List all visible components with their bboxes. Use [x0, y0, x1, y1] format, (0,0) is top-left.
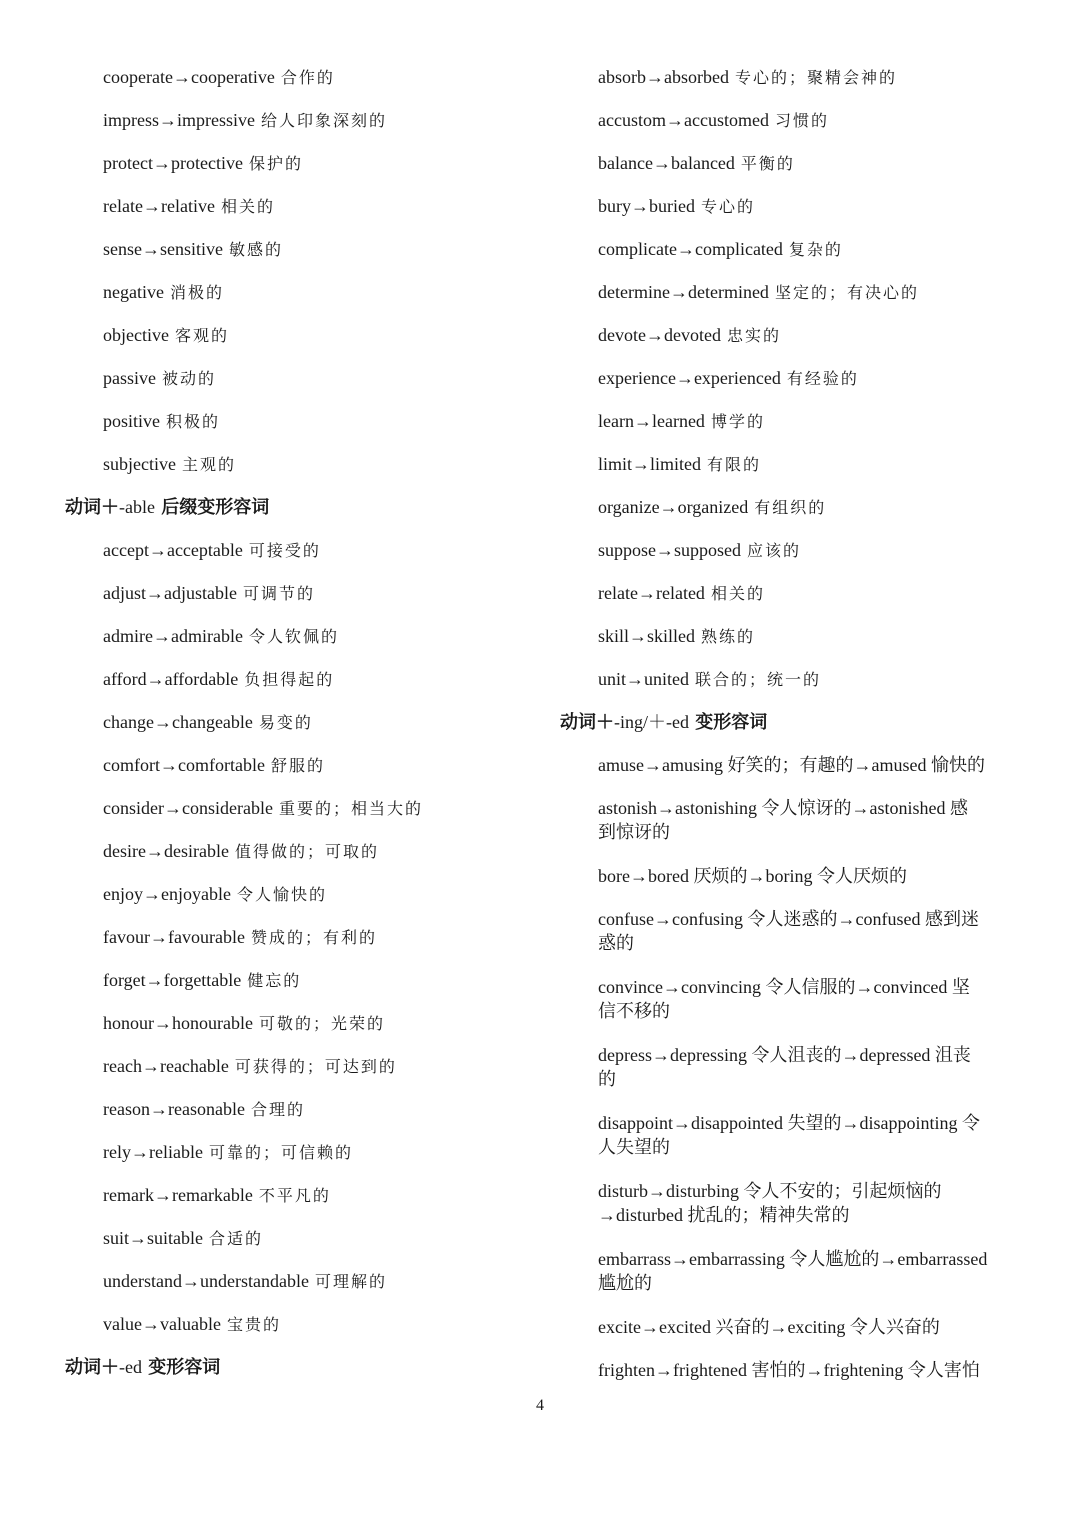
english-word: unit→united — [598, 669, 689, 689]
english-word: bury→buried — [598, 196, 695, 216]
entry-text: bore→bored 厌烦的→boring 令人厌烦的 — [598, 866, 907, 886]
english-word: understand→understandable — [103, 1271, 309, 1291]
english-word: suppose→supposed — [598, 540, 741, 560]
chinese-meaning: 宝贵的 — [226, 1315, 281, 1334]
entry-text-continued: 尴尬的 — [598, 1273, 652, 1293]
english-word: negative — [103, 282, 164, 302]
entry-text: disturb→disturbing 令人不安的；引起烦恼的 — [598, 1181, 942, 1201]
heading-text: 变形容词 — [141, 1357, 221, 1378]
chinese-meaning: 不平凡的 — [258, 1186, 331, 1205]
vocab-entry — [560, 142, 1030, 185]
entry-text-continued: 信不移的 — [598, 1001, 670, 1021]
vocab-entry — [65, 959, 535, 1002]
vocab-entry — [65, 572, 535, 615]
vocab-entry — [65, 787, 535, 830]
english-word: enjoy→enjoyable — [103, 884, 231, 904]
english-word: relate→related — [598, 583, 705, 603]
chinese-meaning: 有组织的 — [754, 498, 827, 517]
chinese-meaning: 可获得的；可达到的 — [234, 1057, 397, 1076]
entry-text: excite→excited 兴奋的→exciting 令人兴奋的 — [598, 1317, 940, 1337]
vocab-entry — [65, 873, 535, 916]
heading-prefix: 动词＋ — [560, 712, 614, 733]
english-word: reach→reachable — [103, 1056, 229, 1076]
vocab-entry — [560, 1034, 1030, 1102]
vocab-entry — [65, 99, 535, 142]
vocab-entry — [560, 1102, 1030, 1170]
vocab-entry — [560, 966, 1030, 1034]
chinese-meaning: 合适的 — [209, 1229, 264, 1248]
chinese-meaning: 有经验的 — [786, 369, 859, 388]
chinese-meaning: 应该的 — [747, 541, 802, 560]
heading-prefix: 动词＋ — [65, 1357, 119, 1378]
entry-text-continued: 人失望的 — [598, 1137, 670, 1157]
section-heading — [65, 486, 535, 529]
vocab-entry — [560, 1238, 1030, 1306]
english-word: reason→reasonable — [103, 1099, 245, 1119]
vocab-entry — [560, 572, 1030, 615]
vocab-entry — [560, 1170, 1030, 1238]
chinese-meaning: 习惯的 — [774, 111, 829, 130]
chinese-meaning: 赞成的；有利的 — [250, 928, 377, 947]
chinese-meaning: 博学的 — [710, 412, 765, 431]
chinese-meaning: 舒服的 — [270, 756, 325, 775]
english-word: suit→suitable — [103, 1228, 203, 1248]
english-word: sense→sensitive — [103, 239, 223, 259]
page-number: 4 — [536, 1397, 544, 1414]
chinese-meaning: 令人钦佩的 — [248, 627, 339, 646]
english-word: learn→learned — [598, 411, 705, 431]
english-word: accustom→accustomed — [598, 110, 769, 130]
english-word: adjust→adjustable — [103, 583, 237, 603]
chinese-meaning: 有限的 — [707, 455, 762, 474]
entry-text: frighten→frightened 害怕的→frightening 令人害怕 — [598, 1360, 980, 1380]
english-word: passive — [103, 368, 156, 388]
vocab-entry — [65, 615, 535, 658]
chinese-meaning: 被动的 — [162, 369, 217, 388]
vocab-entry — [65, 1217, 535, 1260]
vocab-entry — [65, 443, 535, 486]
left-column — [65, 56, 535, 1389]
english-word: honour→honourable — [103, 1013, 253, 1033]
chinese-meaning: 主观的 — [181, 455, 236, 474]
english-word: relate→relative — [103, 196, 215, 216]
vocab-entry — [65, 529, 535, 572]
entry-text: convince→convincing 令人信服的→convinced 坚 — [598, 977, 970, 997]
chinese-meaning: 坚定的；有决心的 — [774, 283, 919, 302]
entry-text: astonish→astonishing 令人惊讶的→astonished 感 — [598, 798, 968, 818]
vocab-entry — [65, 916, 535, 959]
heading-suffix: -able — [119, 497, 155, 517]
english-word: rely→reliable — [103, 1142, 203, 1162]
english-word: determine→determined — [598, 282, 769, 302]
vocab-entry — [560, 357, 1030, 400]
chinese-meaning: 忠实的 — [726, 326, 781, 345]
vocab-entry — [65, 142, 535, 185]
entry-text: depress→depressing 令人沮丧的→depressed 沮丧 — [598, 1045, 971, 1065]
english-word: objective — [103, 325, 169, 345]
vocab-entry — [560, 185, 1030, 228]
english-word: balance→balanced — [598, 153, 735, 173]
chinese-meaning: 可理解的 — [314, 1272, 387, 1291]
vocab-entry — [65, 1174, 535, 1217]
chinese-meaning: 消极的 — [169, 283, 224, 302]
chinese-meaning: 负担得起的 — [244, 670, 335, 689]
vocab-entry — [65, 1260, 535, 1303]
english-word: impress→impressive — [103, 110, 255, 130]
english-word: remark→remarkable — [103, 1185, 253, 1205]
english-word: desire→desirable — [103, 841, 229, 861]
chinese-meaning: 平衡的 — [740, 154, 795, 173]
entry-text-continued: →disturbed 扰乱的；精神失常的 — [598, 1205, 850, 1225]
vocab-entry — [560, 615, 1030, 658]
english-word: devote→devoted — [598, 325, 721, 345]
chinese-meaning: 客观的 — [174, 326, 229, 345]
chinese-meaning: 易变的 — [258, 713, 313, 732]
heading-prefix: 动词＋ — [65, 497, 119, 518]
english-word: absorb→absorbed — [598, 67, 729, 87]
heading-text: 后缀变形容词 — [154, 497, 270, 518]
vocab-entry — [65, 701, 535, 744]
chinese-meaning: 合作的 — [280, 68, 335, 87]
chinese-meaning: 令人愉快的 — [236, 885, 327, 904]
vocab-entry — [560, 1306, 1030, 1349]
english-word: positive — [103, 411, 160, 431]
vocab-entry — [560, 486, 1030, 529]
english-word: limit→limited — [598, 454, 701, 474]
vocab-entry — [560, 99, 1030, 142]
english-word: change→changeable — [103, 712, 253, 732]
vocab-entry — [560, 443, 1030, 486]
english-word: protect→protective — [103, 153, 243, 173]
section-heading — [560, 701, 1030, 744]
heading-suffix: -ing/＋-ed — [614, 712, 689, 732]
english-word: complicate→complicated — [598, 239, 783, 259]
vocab-entry — [560, 400, 1030, 443]
right-column — [560, 56, 1030, 1392]
english-word: afford→affordable — [103, 669, 239, 689]
chinese-meaning: 重要的；相当大的 — [278, 799, 423, 818]
chinese-meaning: 合理的 — [250, 1100, 305, 1119]
chinese-meaning: 积极的 — [166, 412, 221, 431]
chinese-meaning: 复杂的 — [788, 240, 843, 259]
vocab-entry — [560, 898, 1030, 966]
vocab-entry — [560, 787, 1030, 855]
entry-text: disappoint→disappointed 失望的→disappointing 令 — [598, 1113, 980, 1133]
vocab-entry — [65, 1131, 535, 1174]
english-word: accept→acceptable — [103, 540, 243, 560]
chinese-meaning: 可调节的 — [242, 584, 315, 603]
entry-text: confuse→confusing 令人迷惑的→confused 感到迷 — [598, 909, 979, 929]
vocab-entry — [560, 529, 1030, 572]
heading-text: 变形容词 — [688, 712, 768, 733]
vocab-entry — [65, 658, 535, 701]
entry-text-continued: 惑的 — [598, 933, 634, 953]
chinese-meaning: 保护的 — [248, 154, 303, 173]
english-word: favour→favourable — [103, 927, 245, 947]
heading-suffix: -ed — [119, 1357, 142, 1377]
vocab-entry — [65, 185, 535, 228]
entry-text: embarrass→embarrassing 令人尴尬的→embarrassed — [598, 1249, 988, 1269]
vocab-entry — [65, 314, 535, 357]
vocab-entry — [560, 744, 1030, 787]
vocab-entry — [65, 357, 535, 400]
chinese-meaning: 专心的；聚精会神的 — [734, 68, 897, 87]
english-word: experience→experienced — [598, 368, 781, 388]
chinese-meaning: 给人印象深刻的 — [260, 111, 387, 130]
vocab-entry — [65, 830, 535, 873]
english-word: organize→organized — [598, 497, 749, 517]
vocab-entry — [560, 271, 1030, 314]
english-word: forget→forgettable — [103, 970, 242, 990]
section-heading — [65, 1346, 535, 1389]
chinese-meaning: 可接受的 — [248, 541, 321, 560]
english-word: subjective — [103, 454, 176, 474]
vocab-entry — [65, 1088, 535, 1131]
vocab-entry — [65, 1303, 535, 1346]
chinese-meaning: 熟练的 — [701, 627, 756, 646]
chinese-meaning: 联合的；统一的 — [695, 670, 822, 689]
vocab-entry — [65, 744, 535, 787]
english-word: consider→considerable — [103, 798, 273, 818]
chinese-meaning: 可靠的；可信赖的 — [208, 1143, 353, 1162]
vocab-entry — [560, 1349, 1030, 1392]
chinese-meaning: 值得做的；可取的 — [234, 842, 379, 861]
vocab-entry — [560, 228, 1030, 271]
vocab-entry — [65, 400, 535, 443]
english-word: comfort→comfortable — [103, 755, 265, 775]
english-word: value→valuable — [103, 1314, 221, 1334]
chinese-meaning: 敏感的 — [228, 240, 283, 259]
english-word: cooperate→cooperative — [103, 67, 275, 87]
chinese-meaning: 健忘的 — [247, 971, 302, 990]
english-word: admire→admirable — [103, 626, 243, 646]
vocab-entry — [560, 855, 1030, 898]
entry-text: amuse→amusing 好笑的；有趣的→amused 愉快的 — [598, 755, 985, 775]
chinese-meaning: 可敬的；光荣的 — [258, 1014, 385, 1033]
chinese-meaning: 专心的 — [700, 197, 755, 216]
entry-text-continued: 到惊讶的 — [598, 822, 670, 842]
vocab-entry — [65, 1045, 535, 1088]
chinese-meaning: 相关的 — [220, 197, 275, 216]
entry-text-continued: 的 — [598, 1069, 616, 1089]
vocab-entry — [560, 314, 1030, 357]
english-word: skill→skilled — [598, 626, 696, 646]
vocab-entry — [65, 228, 535, 271]
chinese-meaning: 相关的 — [710, 584, 765, 603]
vocab-entry — [560, 658, 1030, 701]
vocab-entry — [65, 271, 535, 314]
vocab-entry — [65, 56, 535, 99]
vocab-entry — [65, 1002, 535, 1045]
vocab-entry — [560, 56, 1030, 99]
